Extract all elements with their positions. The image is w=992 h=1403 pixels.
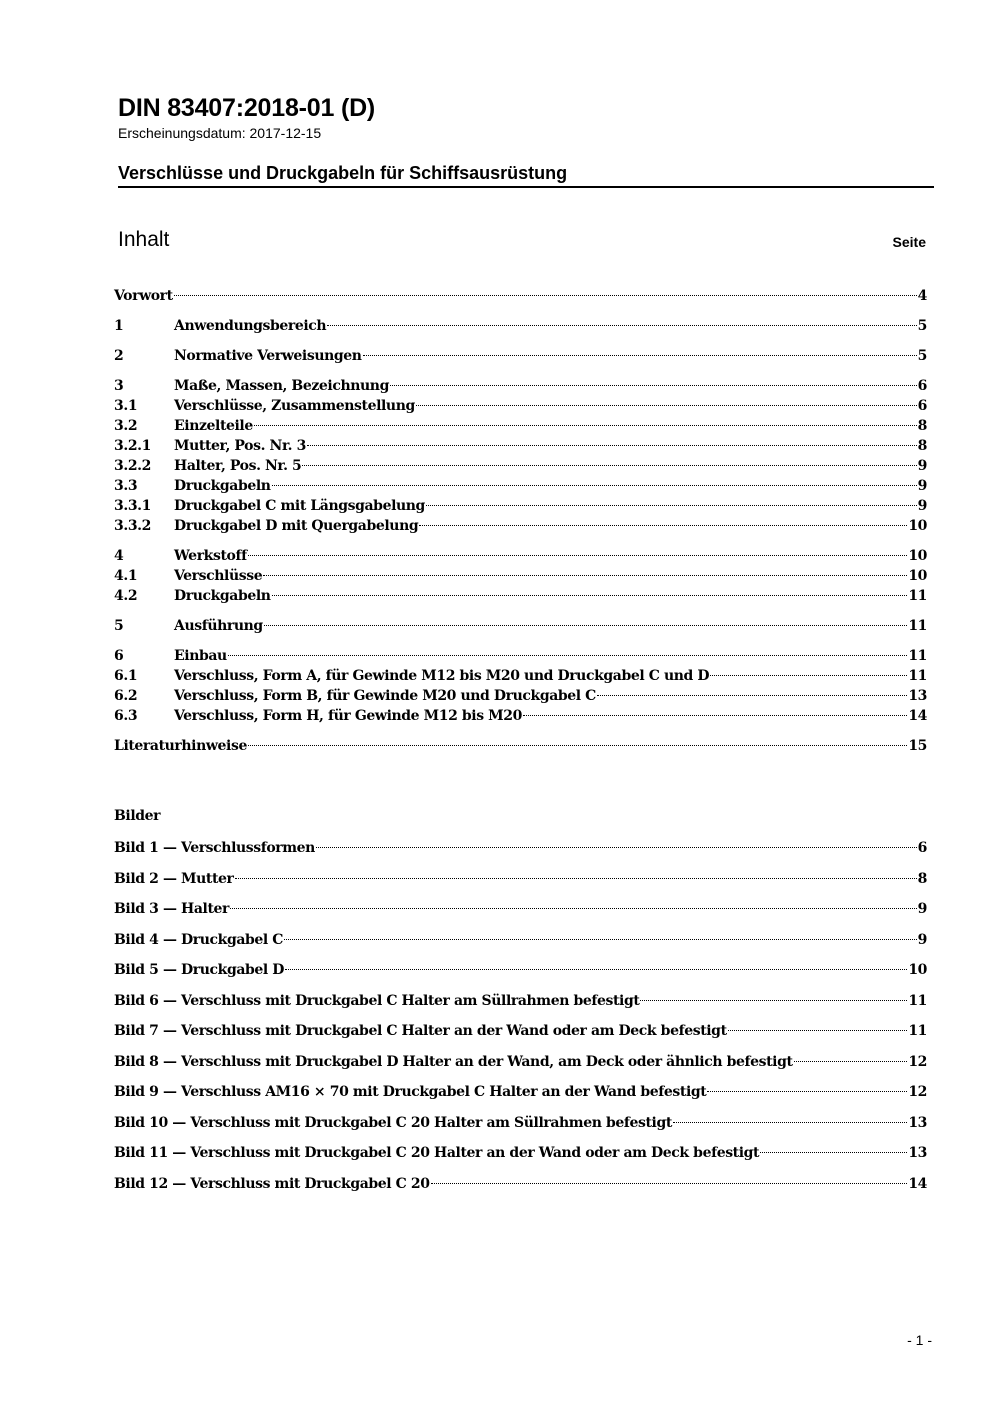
toc-entry-number: 5 <box>114 618 124 634</box>
toc-entry[interactable] <box>114 706 927 726</box>
leader-dots <box>640 1000 907 1001</box>
leader-dots <box>707 1091 907 1092</box>
leader-dots <box>327 325 916 326</box>
leader-dots <box>284 939 917 940</box>
toc-entry[interactable] <box>114 686 927 706</box>
figure-entry-label: Bild 8 — Verschluss mit Druckgabel D Halter an der Wand, am Deck oder ähnlich befestigt <box>114 1053 793 1070</box>
figure-entry-page: 12 <box>908 1053 927 1070</box>
toc-entry-page: 4 <box>917 288 927 304</box>
toc-entry-page: 10 <box>908 568 927 584</box>
leader-dots <box>673 1122 907 1123</box>
toc-entry[interactable] <box>114 286 927 306</box>
toc-entry[interactable] <box>114 586 927 606</box>
figure-entry[interactable] <box>114 1082 927 1102</box>
leader-dots <box>419 525 907 526</box>
toc-entry-label: Anwendungsbereich <box>174 318 327 334</box>
toc-entry[interactable] <box>114 566 927 586</box>
toc-entry-label: Einzelteile <box>174 418 253 434</box>
toc-entry-number: 1 <box>114 318 124 334</box>
figure-entry[interactable] <box>114 1143 927 1163</box>
toc-entry-page: 15 <box>908 738 927 754</box>
toc-entry-page: 6 <box>917 378 927 394</box>
toc-entry-page: 5 <box>917 318 927 334</box>
toc-entry-label: Druckgabel D mit Quergabelung <box>174 518 419 534</box>
figure-entry-page: 14 <box>908 1175 927 1192</box>
toc-entry-number: 3.3.2 <box>114 518 151 534</box>
toc-entry-label: Druckgabeln <box>174 478 271 494</box>
leader-dots <box>710 675 907 676</box>
toc-heading: Inhalt <box>118 228 170 251</box>
leader-dots <box>302 465 916 466</box>
leader-dots <box>390 385 917 386</box>
figure-entry-label: Bild 1 — Verschlussformen <box>114 840 315 856</box>
toc-entry-label: Normative Verweisungen <box>174 348 362 364</box>
leader-dots <box>272 595 908 596</box>
figure-entry-page: 12 <box>908 1084 927 1100</box>
toc-entry[interactable] <box>114 396 927 416</box>
figure-entry-page: 6 <box>917 840 927 856</box>
leader-dots <box>794 1061 908 1062</box>
toc-entry[interactable] <box>114 316 927 336</box>
toc-entry[interactable] <box>114 616 927 636</box>
toc-entry-label: Ausführung <box>174 618 263 634</box>
toc-entry-number: 4.1 <box>114 568 138 584</box>
toc-entry[interactable] <box>114 476 927 496</box>
document-subtitle: Verschlüsse und Druckgabeln für Schiffsausrüstung <box>118 163 568 183</box>
toc-entry-page: 11 <box>908 668 927 684</box>
toc-entry-number: 6.3 <box>114 708 138 724</box>
figure-entry[interactable] <box>114 1021 927 1041</box>
figure-entry-page: 10 <box>908 962 927 978</box>
toc-entry-page: 10 <box>908 548 927 564</box>
figure-entry-page: 13 <box>908 1145 927 1161</box>
leader-dots <box>363 355 917 356</box>
figure-entry[interactable] <box>114 838 927 858</box>
leader-dots <box>523 715 907 716</box>
toc-entry-page: 6 <box>917 398 927 414</box>
leader-dots <box>760 1152 907 1153</box>
figure-entry-label: Bild 5 — Druckgabel D <box>114 962 285 978</box>
toc-entry-page: 14 <box>908 708 927 724</box>
toc-entry[interactable] <box>114 456 927 476</box>
figure-entry[interactable] <box>114 1052 927 1072</box>
table-of-contents <box>114 286 927 756</box>
figure-entry[interactable] <box>114 930 927 950</box>
toc-entry-number: 6 <box>114 648 124 664</box>
figure-entry-page: 11 <box>908 992 927 1009</box>
toc-entry-label: Mutter, Pos. Nr. 3 <box>174 438 306 454</box>
leader-dots <box>728 1030 908 1031</box>
figure-entry-page: 9 <box>917 931 927 948</box>
toc-entry-label: Verschlüsse, Zusammenstellung <box>174 398 415 414</box>
toc-entry-number: 4.2 <box>114 588 138 604</box>
toc-entry-label: Werkstoff <box>174 548 247 564</box>
figure-entry[interactable] <box>114 899 927 919</box>
toc-entry[interactable] <box>114 666 927 686</box>
figure-entry[interactable] <box>114 869 927 889</box>
leader-dots <box>285 969 907 970</box>
toc-entry[interactable] <box>114 416 927 436</box>
toc-entry[interactable] <box>114 496 927 516</box>
toc-entry-page: 8 <box>917 418 927 434</box>
leader-dots <box>426 505 917 506</box>
toc-entry-page: 9 <box>917 478 927 494</box>
leader-dots <box>264 625 907 626</box>
toc-entry-label: Halter, Pos. Nr. 5 <box>174 458 302 474</box>
toc-entry-page: 11 <box>908 648 927 664</box>
toc-entry-label: Verschluss, Form H, für Gewinde M12 bis M20 <box>174 708 522 724</box>
figure-entry[interactable] <box>114 960 927 980</box>
leader-dots <box>416 405 917 406</box>
document-title: DIN 83407:2018-01 (D) <box>118 94 376 122</box>
figures-heading: Bilder <box>114 808 161 824</box>
toc-entry[interactable] <box>114 376 927 396</box>
toc-entry[interactable] <box>114 646 927 666</box>
toc-entry-number: 6.1 <box>114 668 138 684</box>
toc-entry-number: 3.2 <box>114 418 138 434</box>
leader-dots <box>235 878 917 879</box>
leader-dots <box>272 485 917 486</box>
publication-date: Erscheinungsdatum: 2017-12-15 <box>118 125 322 141</box>
figure-entry-page: 8 <box>917 870 927 887</box>
toc-entry-number: 3 <box>114 378 124 394</box>
leader-dots <box>263 575 907 576</box>
toc-entry-label: Verschluss, Form B, für Gewinde M20 und Druckgabel C <box>174 688 596 704</box>
toc-entry-number: 3.2.2 <box>114 458 151 474</box>
figure-entry-label: Bild 9 — Verschluss AM16 × 70 mit Druckgabel C Halter an der Wand befestigt <box>114 1084 707 1100</box>
figure-entry[interactable] <box>114 1174 927 1194</box>
toc-entry-number: 3.3 <box>114 478 138 494</box>
figure-entry[interactable] <box>114 991 927 1011</box>
toc-entry-page: 9 <box>917 458 927 474</box>
leader-dots <box>597 695 907 696</box>
figure-entry-label: Bild 11 — Verschluss mit Druckgabel C 20 Halter an der Wand oder am Deck befestigt <box>114 1145 760 1161</box>
toc-entry-page: 11 <box>908 588 927 604</box>
figure-entry-label: Bild 12 — Verschluss mit Druckgabel C 20 <box>114 1175 430 1192</box>
toc-entry-number: 3.3.1 <box>114 498 151 514</box>
toc-page-column-label: Seite <box>892 234 926 250</box>
figure-entry-page: 13 <box>908 1114 927 1131</box>
toc-entry-number: 4 <box>114 548 124 564</box>
toc-entry-page: 10 <box>908 518 927 534</box>
toc-entry[interactable] <box>114 436 927 456</box>
figure-entry[interactable] <box>114 1113 927 1133</box>
toc-entry-page: 8 <box>917 438 927 454</box>
figure-entry-label: Bild 2 — Mutter <box>114 870 234 887</box>
toc-entry-label: Druckgabel C mit Längsgabelung <box>174 498 425 514</box>
leader-dots <box>431 1183 908 1184</box>
toc-entry-label: Druckgabeln <box>174 588 271 604</box>
page-number: - 1 - <box>907 1332 932 1348</box>
figure-entry-label: Bild 3 — Halter <box>114 901 229 917</box>
toc-entry-page: 11 <box>908 618 927 634</box>
figure-entry-page: 9 <box>917 901 927 917</box>
toc-entry[interactable] <box>114 546 927 566</box>
toc-entry-label: Verschlüsse <box>174 568 263 584</box>
toc-entry[interactable] <box>114 516 927 536</box>
figure-entry-label: Bild 6 — Verschluss mit Druckgabel C Halter am Süllrahmen befestigt <box>114 992 640 1009</box>
toc-entry-page: 13 <box>908 688 927 704</box>
toc-entry-page: 9 <box>917 498 927 514</box>
toc-entry-label: Maße, Massen, Bezeichnung <box>174 378 389 394</box>
leader-dots <box>174 295 917 296</box>
toc-entry-number: 3.1 <box>114 398 138 414</box>
toc-entry-number: 2 <box>114 348 124 364</box>
toc-entry[interactable] <box>114 346 927 366</box>
toc-entry[interactable] <box>114 736 927 756</box>
leader-dots <box>248 555 908 556</box>
toc-entry-number: 3.2.1 <box>114 438 151 454</box>
leader-dots <box>254 425 917 426</box>
figure-entry-label: Bild 7 — Verschluss mit Druckgabel C Halter an der Wand oder am Deck befestigt <box>114 1023 727 1039</box>
leader-dots <box>316 847 917 848</box>
header-divider <box>118 186 934 188</box>
toc-entry-label: Einbau <box>174 648 227 664</box>
list-of-figures <box>114 838 927 1204</box>
toc-entry-label: Literaturhinweise <box>114 738 247 754</box>
figure-entry-label: Bild 4 — Druckgabel C <box>114 931 284 948</box>
leader-dots <box>228 655 908 656</box>
toc-entry-page: 5 <box>917 348 927 364</box>
figure-entry-page: 11 <box>908 1023 927 1039</box>
leader-dots <box>248 745 907 746</box>
figure-entry-label: Bild 10 — Verschluss mit Druckgabel C 20 Halter am Süllrahmen befestigt <box>114 1114 672 1131</box>
toc-entry-label: Vorwort <box>114 288 173 304</box>
leader-dots <box>230 908 917 909</box>
toc-entry-label: Verschluss, Form A, für Gewinde M12 bis M20 und Druckgabel C und D <box>174 668 710 684</box>
leader-dots <box>307 445 917 446</box>
toc-entry-number: 6.2 <box>114 688 138 704</box>
